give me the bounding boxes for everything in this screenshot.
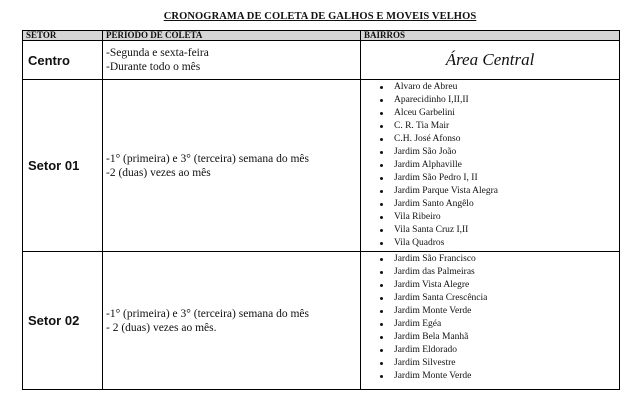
document-title: CRONOGRAMA DE COLETA DE GALHOS E MOVEIS VELHOS [163, 11, 477, 22]
bairro-list-item: Jardim Silvestre [394, 357, 619, 370]
header-setor: SETOR [23, 31, 103, 41]
bairros-centro: Área Central [361, 41, 620, 80]
bairro-list-item: Jardim São Francisco [394, 253, 619, 266]
bairro-list-item: Jardim Eldorado [394, 344, 619, 357]
periodo-line: - 2 (duas) vezes ao mês. [106, 321, 217, 334]
bairro-list-item: C. R. Tia Mair [394, 120, 619, 133]
periodo-setor01 [103, 80, 361, 252]
bairro-list-item: Jardim Santa Crescência [394, 292, 619, 305]
bairro-list-item: Jardim São Pedro I, II [394, 172, 619, 185]
bairro-list-item: Jardim Alphaville [394, 159, 619, 172]
periodo-line: -Durante todo o mês [106, 61, 201, 73]
table-row-setor02 [23, 252, 620, 390]
bairro-list-item: Aparecidinho I,II,II [394, 94, 619, 107]
bairro-list-item: Alceu Garbelini [394, 107, 619, 120]
periodo-line: -1° (primeira) e 3° (terceira) semana do mês [106, 152, 310, 165]
periodo-setor02 [103, 252, 361, 390]
bairro-list-item: Vila Quadros [394, 237, 619, 250]
table-row-centro [23, 41, 620, 80]
setor-label-setor01: Setor 01 [23, 80, 103, 252]
setor-label-setor02: Setor 02 [23, 252, 103, 390]
bairro-list-item: Jardim Vista Alegre [394, 279, 619, 292]
bairro-list-item: Jardim Monte Verde [394, 370, 619, 383]
bairro-list-item: Vila Santa Cruz I,II [394, 224, 619, 237]
bairros-setor01 [361, 80, 620, 252]
bairros-setor02 [361, 252, 620, 390]
periodo-line: -Segunda e sexta-feira [106, 47, 209, 59]
bairro-list-item: Vila Ribeiro [394, 211, 619, 224]
bairro-list-item: Jardim Monte Verde [394, 305, 619, 318]
bairro-list-item: C.H. José Afonso [394, 133, 619, 146]
bairro-list-item: Jardim Santo Angêlo [394, 198, 619, 211]
periodo-centro [103, 41, 361, 80]
table-row-setor01 [23, 80, 620, 252]
bairros-list-setor01 [361, 81, 619, 250]
bairro-list-item: Jardim das Palmeiras [394, 266, 619, 279]
bairros-list-setor02 [361, 253, 619, 383]
bairro-list-item: Alvaro de Abreu [394, 81, 619, 94]
header-bairros: BAIRROS [361, 31, 620, 41]
periodo-line: -1° (primeira) e 3° (terceira) semana do mês [106, 307, 310, 320]
schedule-table [22, 30, 620, 390]
header-periodo: PERIODO DE COLETA [103, 31, 361, 41]
bairro-list-item: Jardim Egéa [394, 318, 619, 331]
bairro-list-item: Jardim Bela Manhã [394, 331, 619, 344]
table-header-row [23, 31, 620, 41]
periodo-line: -2 (duas) vezes ao mês [106, 166, 211, 179]
bairro-list-item: Jardim Parque Vista Alegra [394, 185, 619, 198]
bairro-list-item: Jardim São João [394, 146, 619, 159]
setor-label-centro: Centro [23, 41, 103, 80]
